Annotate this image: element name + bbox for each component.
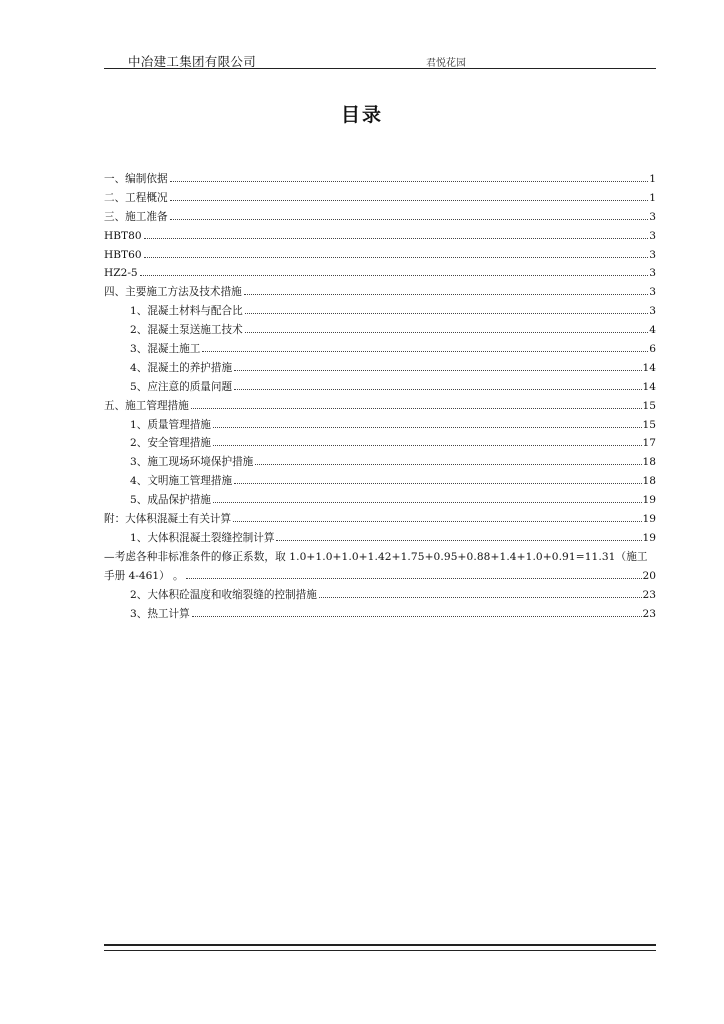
toc-entry-label: 一、编制依据	[104, 173, 168, 185]
toc-leader-dots	[255, 464, 641, 465]
toc-entry-page: 19	[642, 513, 656, 526]
toc-entry[interactable]	[104, 340, 656, 359]
toc-entry-wrapped-label: 手册 4-461） 。	[104, 569, 184, 582]
toc-leader-dots	[144, 257, 649, 258]
toc-entry[interactable]	[104, 453, 656, 472]
toc-entry[interactable]	[104, 189, 656, 208]
toc-entry-page: 14	[642, 380, 656, 393]
toc-entry-label: 附：大体积混凝土有关计算	[104, 513, 232, 526]
toc-entry-page: 18	[642, 456, 656, 469]
toc-entry-page: 3	[649, 248, 656, 261]
toc-leader-dots	[234, 370, 641, 371]
toc-entry-page: 3	[649, 286, 656, 299]
toc-entry[interactable]	[104, 397, 656, 416]
toc-entry[interactable]	[104, 302, 656, 321]
toc-entry-label: 3、热工计算	[130, 607, 190, 620]
toc-entry-label: 5、成品保护措施	[130, 494, 211, 507]
toc-leader-dots	[234, 483, 641, 484]
toc-entry-label: HZ2-5	[104, 267, 138, 280]
toc-entry-page: 23	[642, 588, 656, 601]
toc-entry-label: 2、大体积砼温度和收缩裂缝的控制措施	[130, 588, 317, 601]
toc-entry-page: 17	[642, 437, 656, 450]
header-project: 君悦花园	[426, 58, 466, 69]
toc-entry[interactable]	[104, 586, 656, 605]
toc-leader-dots	[170, 181, 649, 182]
toc-entry[interactable]	[104, 378, 656, 397]
toc-entry-label: 2、混凝土泵送施工技术	[130, 324, 243, 337]
toc-entry-page: 19	[642, 531, 656, 544]
toc-main-list	[104, 170, 656, 548]
toc-entry-wrapped-line2	[104, 567, 656, 586]
toc-leader-dots	[144, 238, 649, 239]
toc-leader-dots	[213, 445, 642, 446]
toc-entry-page: 23	[642, 607, 656, 620]
toc-entry[interactable]	[104, 283, 656, 302]
header-rule	[104, 68, 656, 69]
header-company: 中冶建工集团有限公司	[128, 54, 257, 69]
toc-leader-dots	[213, 502, 642, 503]
toc-entry-label: 3、施工现场环境保护措施	[130, 456, 254, 469]
toc-entry-label: 4、文明施工管理措施	[130, 475, 233, 488]
toc-entry-label: 1、质量管理措施	[130, 418, 211, 431]
toc-leader-dots	[234, 389, 641, 390]
toc-leader-dots	[213, 427, 642, 428]
toc-entry-label: 1、混凝土材料与配合比	[130, 305, 243, 318]
toc-entry-page: 1	[649, 191, 656, 204]
toc-tail-list	[104, 586, 656, 624]
toc-leader-dots	[140, 275, 649, 276]
toc-entry-page: 3	[649, 305, 656, 318]
toc-entry-label: 四、主要施工方法及技术措施	[104, 286, 242, 299]
toc-leader-dots	[191, 408, 642, 409]
toc-entry-page: 15	[642, 399, 656, 412]
toc-entry[interactable]	[104, 227, 656, 246]
toc-entry-label: 2、安全管理措施	[130, 437, 211, 450]
page-title: 目录	[340, 104, 383, 126]
toc-leader-dots	[233, 521, 641, 522]
toc-entry[interactable]	[104, 529, 656, 548]
toc-leader-dots	[170, 200, 649, 201]
toc-entry-page: 4	[649, 324, 656, 337]
toc-entry-label: 五、施工管理措施	[104, 399, 189, 412]
toc-leader-dots	[245, 313, 649, 314]
toc-leader-dots	[202, 351, 648, 352]
toc-entry-wrapped-page: 20	[642, 569, 656, 582]
toc-leader-dots	[192, 616, 642, 617]
toc-entry[interactable]	[104, 491, 656, 510]
toc-leader-dots	[319, 597, 642, 598]
toc-entry-label: HBT60	[104, 248, 142, 261]
toc-leader-dots	[186, 578, 642, 579]
toc-entry[interactable]	[104, 434, 656, 453]
toc-entry-page: 1	[649, 173, 656, 185]
table-of-contents	[104, 170, 656, 623]
toc-entry[interactable]	[104, 359, 656, 378]
toc-entry-page: 14	[642, 361, 656, 374]
toc-entry-label: 二、工程概况	[104, 191, 168, 204]
toc-entry-wrapped-line1: —考虑各种非标准条件的修正系数，取 1.0+1.0+1.0+1.42+1.75+0.95+0.88+1.4+1.0+0.91=11.31（施工	[104, 550, 648, 563]
toc-entry[interactable]	[104, 246, 656, 265]
toc-leader-dots	[276, 540, 641, 541]
toc-leader-dots	[244, 294, 649, 295]
toc-entry[interactable]	[104, 264, 656, 283]
footer-rule-thin	[104, 950, 656, 951]
footer-rule-thick	[104, 944, 656, 946]
toc-entry-label: HBT80	[104, 229, 142, 242]
toc-entry[interactable]	[104, 170, 656, 189]
toc-entry[interactable]	[104, 510, 656, 529]
toc-entry-page: 3	[649, 267, 656, 280]
toc-entry[interactable]	[104, 416, 656, 435]
toc-entry[interactable]	[104, 605, 656, 624]
toc-entry-page: 18	[642, 475, 656, 488]
toc-entry[interactable]	[104, 208, 656, 227]
toc-entry-label: 4、混凝土的养护措施	[130, 361, 233, 374]
toc-entry-page: 3	[649, 229, 656, 242]
toc-entry-label: 1、大体积混凝土裂缝控制计算	[130, 531, 275, 544]
toc-entry-label: 3、混凝土施工	[130, 343, 201, 356]
toc-entry[interactable]	[104, 321, 656, 340]
toc-leader-dots	[245, 332, 649, 333]
toc-entry-label: 三、施工准备	[104, 210, 168, 223]
toc-entry-page: 15	[642, 418, 656, 431]
toc-entry-page: 6	[649, 343, 656, 356]
toc-entry[interactable]	[104, 472, 656, 491]
toc-entry-page: 19	[642, 494, 656, 507]
page-header	[104, 50, 656, 70]
toc-entry-label: 5、应注意的质量问题	[130, 380, 233, 393]
toc-leader-dots	[170, 219, 649, 220]
toc-entry-page: 3	[649, 210, 656, 223]
toc-entry-wrapped[interactable]	[104, 548, 656, 586]
